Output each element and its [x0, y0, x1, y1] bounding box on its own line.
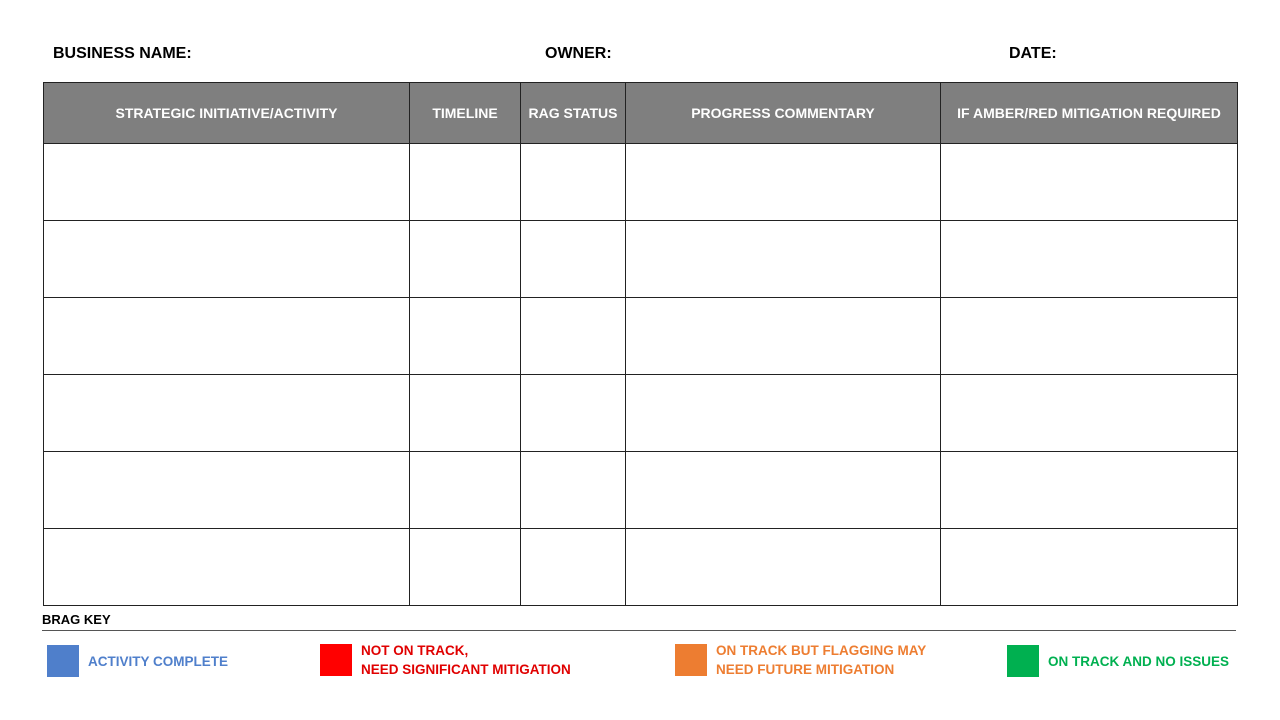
table-cell[interactable]: [44, 144, 410, 221]
brag-key-divider: [42, 630, 1236, 631]
table-cell[interactable]: [626, 452, 941, 529]
table-cell[interactable]: [44, 375, 410, 452]
table-cell[interactable]: [521, 529, 626, 606]
initiative-table: [43, 82, 1238, 606]
table-cell[interactable]: [626, 375, 941, 452]
key-label-on-track: ON TRACK AND NO ISSUES: [1048, 653, 1230, 669]
table-cell[interactable]: [44, 221, 410, 298]
table-cell[interactable]: [626, 144, 941, 221]
table-row: [44, 298, 1238, 375]
date-label: DATE:: [1009, 45, 1057, 62]
table-cell[interactable]: [44, 452, 410, 529]
column-header-progress-commentary: PROGRESS COMMENTARY: [626, 83, 941, 144]
table-cell[interactable]: [410, 144, 521, 221]
table-row: [44, 452, 1238, 529]
table-cell[interactable]: [626, 529, 941, 606]
table-cell[interactable]: [941, 529, 1238, 606]
green-swatch: [1007, 645, 1039, 677]
table-cell[interactable]: [941, 221, 1238, 298]
blue-swatch: [47, 645, 79, 677]
table-cell[interactable]: [941, 298, 1238, 375]
table-cell[interactable]: [941, 452, 1238, 529]
key-label-not-on-track: NOT ON TRACK, NEED SIGNIFICANT MITIGATION: [361, 643, 571, 677]
orange-swatch: [675, 644, 707, 676]
table-cell[interactable]: [410, 298, 521, 375]
table-cell[interactable]: [941, 144, 1238, 221]
table-cell[interactable]: [521, 375, 626, 452]
key-label-complete: ACTIVITY COMPLETE: [88, 653, 229, 669]
key-item-on-track: [1007, 645, 1229, 677]
table-cell[interactable]: [521, 452, 626, 529]
table-cell[interactable]: [44, 529, 410, 606]
table-row: [44, 144, 1238, 221]
table-cell[interactable]: [410, 221, 521, 298]
table-cell[interactable]: [410, 452, 521, 529]
table-cell[interactable]: [626, 221, 941, 298]
column-header-timeline: TIMELINE: [410, 83, 521, 144]
column-header-rag-status: RAG STATUS: [521, 83, 626, 144]
column-header-initiative: STRATEGIC INITIATIVE/ACTIVITY: [44, 83, 410, 144]
business-name-label: BUSINESS NAME:: [53, 45, 192, 62]
key-item-flagging: [675, 641, 926, 679]
owner-label: OWNER:: [545, 45, 612, 62]
table-cell[interactable]: [941, 375, 1238, 452]
brag-key-title: BRAG KEY: [42, 612, 111, 627]
table-cell[interactable]: [410, 529, 521, 606]
table-header-row: [44, 83, 1238, 144]
table-cell[interactable]: [44, 298, 410, 375]
table-cell[interactable]: [410, 375, 521, 452]
table-cell[interactable]: [521, 221, 626, 298]
table-row: [44, 375, 1238, 452]
table-row: [44, 529, 1238, 606]
table-row: [44, 221, 1238, 298]
column-header-mitigation: IF AMBER/RED MITIGATION REQUIRED: [941, 83, 1238, 144]
red-swatch: [320, 644, 352, 676]
key-item-not-on-track: [320, 641, 571, 679]
table-cell[interactable]: [521, 298, 626, 375]
key-label-flagging: ON TRACK BUT FLAGGING MAY NEED FUTURE MITIGATION: [716, 643, 927, 677]
key-item-complete: [47, 645, 228, 677]
table-cell[interactable]: [626, 298, 941, 375]
table-cell[interactable]: [521, 144, 626, 221]
